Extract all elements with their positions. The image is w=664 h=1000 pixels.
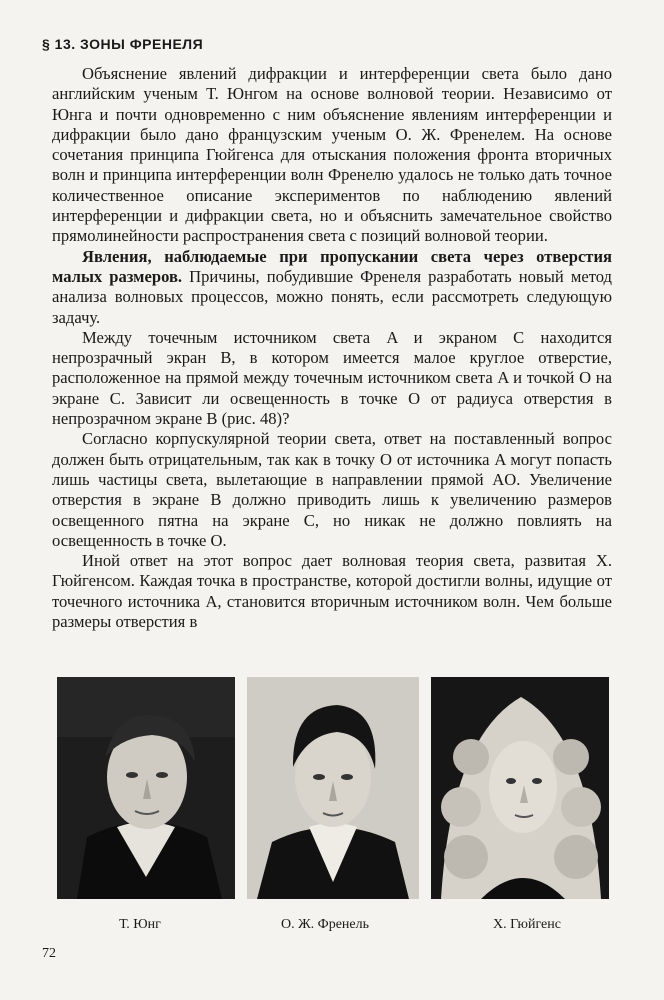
paragraph-1: Объяснение явлений дифракции и интерференции света было дано английским ученым Т. Юнгом на основе волновой теории. Независимо от Юнга и почти одновременно с ним объяснение явлениям интерференции и дифракции было дано французским ученым О. Ж. Френелем. На основе сочетания принципа Гюйгенса для отыскания положения фронта вторичных волн и принципа интерференции волн Френелю удалось не только дать точное количественное описание экспериментов по наблюдению явлений интерференции и дифракции света, но и объяснить замечательное свойство прямолинейности распространения света с позиций волновой теории.: [52, 64, 612, 246]
portrait-huygens: [431, 677, 609, 899]
paragraph-2: [52, 247, 612, 328]
portraits-row: [57, 677, 609, 899]
caption-huygens: Х. Гюйгенс: [493, 917, 561, 932]
caption-young: Т. Юнг: [119, 917, 161, 932]
body-text: [52, 64, 612, 632]
page-number: 72: [42, 946, 56, 961]
paragraph-3: Между точечным источником света A и экраном C находится непрозрачный экран B, в котором имеется малое круглое отверстие, расположенное на прямой между точечным источником света A и точкой O на экране C. Зависит ли освещенность в точке O от радиуса отверстия в непрозрачном экране B (рис. 48)?: [52, 327, 612, 429]
paragraph-2-bold-lead: Явления, наблюдаемые при пропускании света через отверстия малых размеров.: [52, 246, 612, 286]
paragraph-5: Иной ответ на этот вопрос дает волновая теория света, развитая Х. Гюйгенсом. Каждая точка в пространстве, которой достигли волны, идущие от точечного источника A, становится вторичным источником волн. Чем больше размеры отверстия в: [52, 551, 612, 632]
caption-fresnel: О. Ж. Френель: [280, 917, 369, 932]
paragraph-2-text: Причины, побудившие Френеля разработать новый метод анализа волновых процессов, можно понять, если рассмотреть следующую задачу.: [52, 266, 612, 327]
portrait-fresnel: [247, 677, 419, 899]
section-heading: § 13. ЗОНЫ ФРЕНЕЛЯ: [42, 36, 204, 52]
paragraph-4: Согласно корпускулярной теории света, ответ на поставленный вопрос должен быть отрицательным, так как в точку O от источника A могут попасть лишь частицы света, вылетающие в направлении прямой AO. Увеличение отверстия в экране B должно приводить лишь к увеличению размеров освещенного пятна на экране C, но никак не должно повлиять на освещенность в точке O.: [52, 429, 612, 550]
portrait-young: [57, 677, 235, 899]
